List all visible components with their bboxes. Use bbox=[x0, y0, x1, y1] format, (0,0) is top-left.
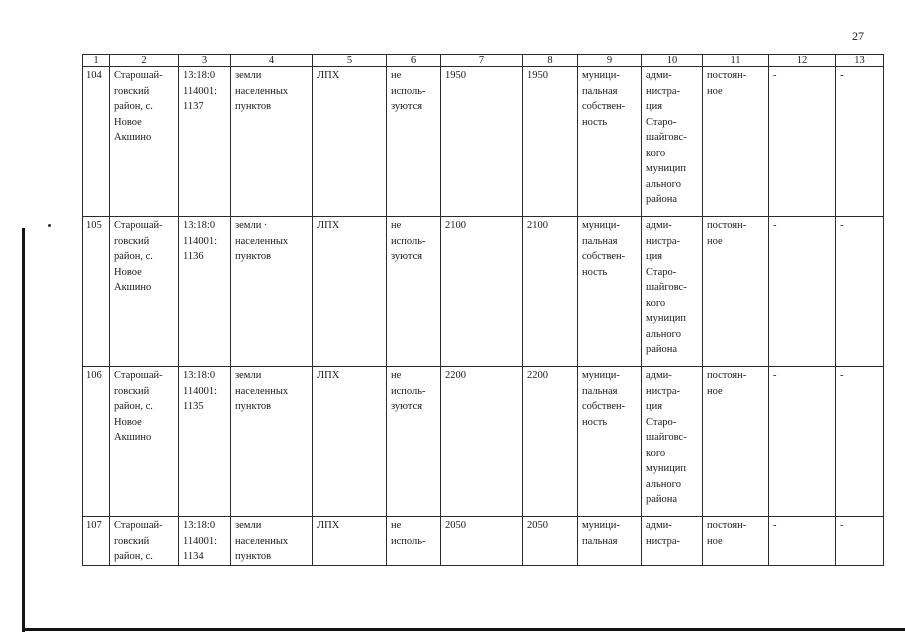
column-header: 1 bbox=[83, 55, 110, 67]
column-header: 2 bbox=[110, 55, 179, 67]
table-row bbox=[83, 67, 884, 217]
column-header: 10 bbox=[642, 55, 703, 67]
land-register-table bbox=[82, 54, 884, 566]
right-type-cell: постоян- ное bbox=[703, 67, 769, 217]
table-row bbox=[83, 517, 884, 566]
margin-speck bbox=[48, 224, 51, 227]
permitted-use-cell: ЛПХ bbox=[313, 217, 387, 367]
location-cell: Старошай- говский район, с. Новое Акшино bbox=[110, 367, 179, 517]
column-header: 4 bbox=[231, 55, 313, 67]
ownership-cell: муници- пальная собствен- ность bbox=[578, 67, 642, 217]
scan-edge-bottom bbox=[22, 628, 905, 631]
right-holder-cell: адми- нистра- bbox=[642, 517, 703, 566]
ownership-cell: муници- пальная собствен- ность bbox=[578, 217, 642, 367]
location-cell: Старошай- говский район, с. Новое Акшино bbox=[110, 67, 179, 217]
column-header: 9 bbox=[578, 55, 642, 67]
usage-status-cell: не исполь- зуются bbox=[387, 217, 441, 367]
row-number: 107 bbox=[83, 517, 110, 566]
permitted-use-cell: ЛПХ bbox=[313, 517, 387, 566]
area-cell: 2050 bbox=[441, 517, 523, 566]
page-number: 27 bbox=[852, 29, 864, 43]
right-type-cell: постоян- ное bbox=[703, 367, 769, 517]
note-cell: - bbox=[836, 217, 884, 367]
row-number: 104 bbox=[83, 67, 110, 217]
land-category-cell: земли населенных пунктов bbox=[231, 367, 313, 517]
note-cell: - bbox=[836, 67, 884, 217]
cadastral-number-cell: 13:18:0 114001: 1135 bbox=[179, 367, 231, 517]
land-category-cell: земли · населенных пунктов bbox=[231, 217, 313, 367]
ownership-cell: муници- пальная собствен- ность bbox=[578, 367, 642, 517]
permitted-use-cell: ЛПХ bbox=[313, 367, 387, 517]
cadastral-number-cell: 13:18:0 114001: 1137 bbox=[179, 67, 231, 217]
scan-edge-left bbox=[22, 228, 25, 632]
header-row bbox=[83, 55, 884, 67]
usage-status-cell: не исполь- bbox=[387, 517, 441, 566]
area-cell: 1950 bbox=[523, 67, 578, 217]
usage-status-cell: не исполь- зуются bbox=[387, 367, 441, 517]
right-type-cell: постоян- ное bbox=[703, 517, 769, 566]
area-cell: 1950 bbox=[441, 67, 523, 217]
right-holder-cell: адми- нистра- ция Старо- шайговс- кого муницип ального района bbox=[642, 367, 703, 517]
column-header: 5 bbox=[313, 55, 387, 67]
location-cell: Старошай- говский район, с. Новое Акшино bbox=[110, 217, 179, 367]
area-cell: 2200 bbox=[441, 367, 523, 517]
land-category-cell: земли населенных пунктов bbox=[231, 517, 313, 566]
column-header: 7 bbox=[441, 55, 523, 67]
permitted-use-cell: ЛПХ bbox=[313, 67, 387, 217]
usage-status-cell: не исполь- зуются bbox=[387, 67, 441, 217]
note-cell: - bbox=[836, 517, 884, 566]
row-number: 106 bbox=[83, 367, 110, 517]
cadastral-number-cell: 13:18:0 114001: 1136 bbox=[179, 217, 231, 367]
encumbrance-cell: - bbox=[769, 367, 836, 517]
right-holder-cell: адми- нистра- ция Старо- шайговс- кого муницип ального района bbox=[642, 67, 703, 217]
column-header: 3 bbox=[179, 55, 231, 67]
area-cell: 2100 bbox=[441, 217, 523, 367]
column-header: 12 bbox=[769, 55, 836, 67]
table-row bbox=[83, 217, 884, 367]
location-cell: Старошай- говский район, с. bbox=[110, 517, 179, 566]
ownership-cell: муници- пальная bbox=[578, 517, 642, 566]
encumbrance-cell: - bbox=[769, 217, 836, 367]
column-header: 6 bbox=[387, 55, 441, 67]
right-holder-cell: адми- нистра- ция Старо- шайговс- кого муницип ального района bbox=[642, 217, 703, 367]
column-header: 11 bbox=[703, 55, 769, 67]
right-type-cell: постоян- ное bbox=[703, 217, 769, 367]
area-cell: 2050 bbox=[523, 517, 578, 566]
land-category-cell: земли населенных пунктов bbox=[231, 67, 313, 217]
encumbrance-cell: - bbox=[769, 67, 836, 217]
row-number: 105 bbox=[83, 217, 110, 367]
cadastral-number-cell: 13:18:0 114001: 1134 bbox=[179, 517, 231, 566]
note-cell: - bbox=[836, 367, 884, 517]
encumbrance-cell: - bbox=[769, 517, 836, 566]
area-cell: 2200 bbox=[523, 367, 578, 517]
table-row bbox=[83, 367, 884, 517]
column-header: 13 bbox=[836, 55, 884, 67]
area-cell: 2100 bbox=[523, 217, 578, 367]
column-header: 8 bbox=[523, 55, 578, 67]
